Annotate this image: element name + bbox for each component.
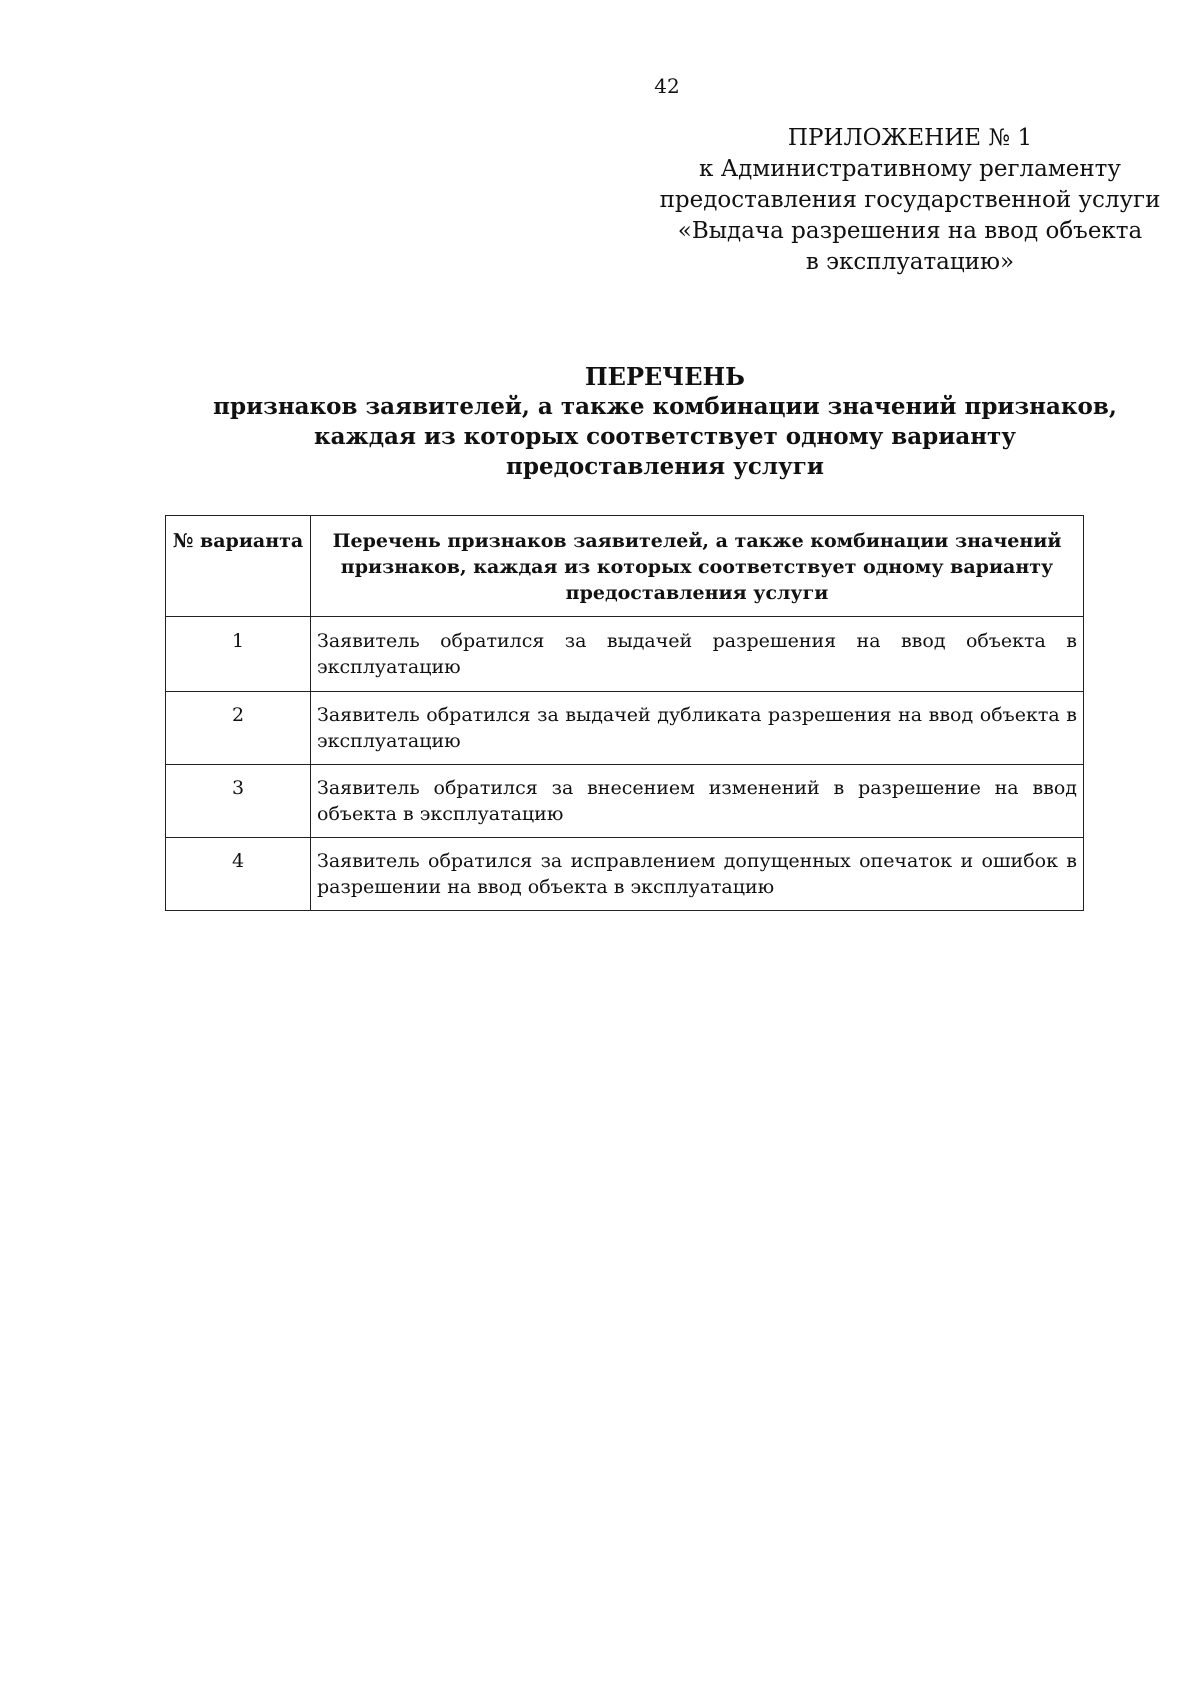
table-row — [166, 692, 1084, 765]
appendix-line: «Выдача разрешения на ввод объекта — [677, 218, 1143, 244]
appendix-title: ПРИЛОЖЕНИЕ № 1 — [787, 125, 1033, 151]
row-text: Заявитель обратился за внесением изменений в разрешение на ввод объекта в эксплуатацию — [311, 765, 1084, 838]
table-header-row — [166, 516, 1084, 617]
row-number: 4 — [166, 838, 311, 911]
title-line: признаков заявителей, а также комбинации значений признаков, — [213, 393, 1117, 420]
document-title — [150, 362, 1180, 482]
row-text: Заявитель обратился за выдачей разрешения на ввод объекта в эксплуатацию — [311, 617, 1084, 692]
appendix-header — [600, 123, 1200, 278]
page-number: 42 — [654, 74, 680, 98]
title-line: каждая из которых соответствует одному варианту — [313, 423, 1017, 450]
header-description: Перечень признаков заявителей, а также комбинации значений признаков, каждая из которых соответствует одному варианту предоставления услуги — [311, 516, 1084, 617]
title-line: предоставления услуги — [506, 453, 824, 480]
appendix-line: в эксплуатацию» — [805, 249, 1015, 275]
title-main: ПЕРЕЧЕНЬ — [585, 362, 745, 391]
appendix-line: к Административному регламенту — [699, 156, 1121, 182]
row-text: Заявитель обратился за выдачей дубликата разрешения на ввод объекта в эксплуатацию — [311, 692, 1084, 765]
row-number: 1 — [166, 617, 311, 692]
table-row — [166, 838, 1084, 911]
row-number: 2 — [166, 692, 311, 765]
row-text: Заявитель обратился за исправлением допущенных опечаток и ошибок в разрешении на ввод объекта в эксплуатацию — [311, 838, 1084, 911]
row-number: 3 — [166, 765, 311, 838]
appendix-line: предоставления государственной услуги — [659, 187, 1161, 213]
header-number: № варианта — [166, 516, 311, 617]
table-row — [166, 617, 1084, 692]
table-row — [166, 765, 1084, 838]
variants-table — [165, 515, 1084, 911]
